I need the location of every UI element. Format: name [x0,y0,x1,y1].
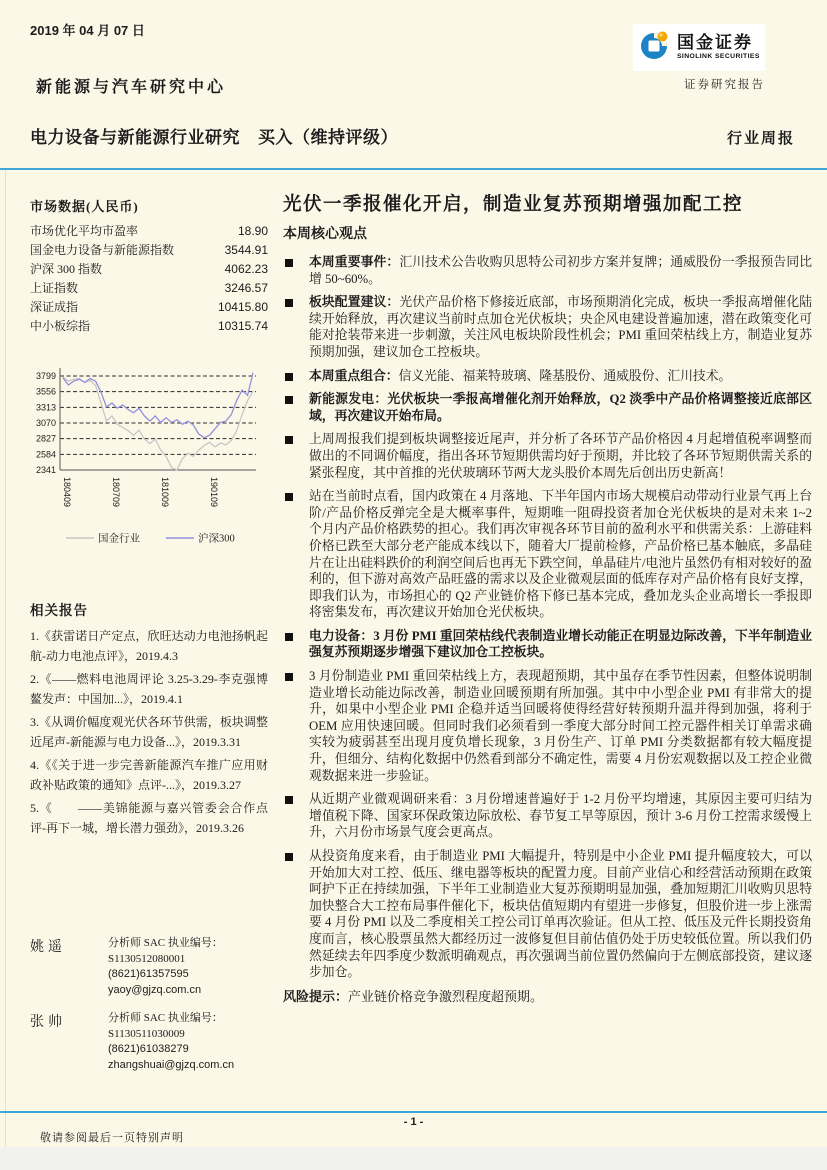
market-data-label: 上证指数 [30,281,79,295]
sidebar [30,196,268,1086]
title-row [30,123,795,148]
footer-rule [0,1111,827,1113]
report-title: 电力设备与新能源行业研究 [30,128,240,147]
bullet-item: 电力设备：3 月份 PMI 重回荣枯线代表制造业增长动能正在明显边际改善，下半年制造业强复苏预期逐步增强下建议加仓工控板块。 [283,628,812,661]
main-content [283,190,812,1005]
analyst-email[interactable]: yaoy@gjzq.com.cn [108,983,202,996]
related-report-item[interactable]: 3.《从调价幅度观光伏各环节供需，板块调整近尾声-新能源与电力设备...》，2019.3.31 [30,715,268,749]
svg-text:2584: 2584 [35,449,56,460]
bullet-square-icon [285,853,293,861]
page-number: - 1 - [403,1116,424,1128]
market-data-value: 18.90 [237,224,268,238]
analyst-phone: (8621)61038279 [108,1043,189,1055]
svg-text:3070: 3070 [35,418,56,428]
analyst-sac-number: 分析师 SAC 执业编号：S1130512080001 [108,937,223,965]
market-data-value: 4062.23 [224,262,268,276]
market-data-row [30,317,268,336]
report-date: 2019 年 04 月 07 日 [30,23,145,38]
report-type-label: 证券研究报告 [684,79,765,91]
market-data-value: 3544.91 [224,243,268,257]
risk-warning: 风险提示：产业链价格竞争激烈程度超预期。 [283,988,544,1004]
market-data-value: 10415.80 [217,300,268,314]
analyst-row [30,936,268,998]
analyst-email[interactable]: zhangshuai@gjzq.com.cn [108,1058,235,1071]
bullet-square-icon [285,259,293,267]
market-data-row [30,241,268,260]
bullet-square-icon [285,493,293,501]
bullet-item: 板块配置建议：光伏产品价格下修接近底部，市场预期消化完成，板块一季报高增催化陆续开始释放，再次建议当前时点加仓光伏板块；央企风电建设普遍加速，潜在政策变化可能对抢装带来进一步刺激，关注风电板块阶段性机会；PMI 重回荣枯线上方，制造业复苏预期加强，建议加仓工控板块。 [283,294,812,360]
svg-text:3556: 3556 [35,386,56,397]
brand-name-cn: 国金证券 [677,33,753,53]
analysts-block [30,936,268,1073]
svg-text:沪深300: 沪深300 [198,533,235,545]
related-report-item[interactable]: 2.《——燃料电池周评论 3.25-3.29-李克强博鳌发声：中国加...》，2019.4.1 [30,672,268,706]
market-data-label: 深证成指 [30,300,79,314]
market-data-label: 国金电力设备与新能源指数 [30,243,175,257]
market-data-value: 3246.57 [224,281,268,295]
market-data-value: 10315.74 [217,319,268,333]
svg-text:3313: 3313 [35,402,56,413]
svg-text:181009: 181009 [160,477,170,508]
bottom-band [0,1147,827,1170]
analyst-row [30,1011,268,1073]
bullet-square-icon [285,436,293,444]
market-data-row [30,260,268,279]
bullet-item: 3 月份制造业 PMI 重回荣枯线上方，表现超预期，其中虽存在季节性因素，但整体说明制造业增长动能边际改善，制造业回暖预期有所加强。其中中小型企业 PMI 有非常大的提升，如果中小型企业 PMI 企稳并适当回暖将使得经营好转预期升温并得到加强，将利于 OEM 应用快速回暖。但同时我们必须看到一季度大部分时间工控元器件相关订单需求确实较为疲弱甚至出现月度负增长现象，3 月份生产、订单 PMI 分类数据都有较大幅度提升，但细分、结构化数据中仍然看到部分不确定性，需要 4 月份宏观数据以及工控企业微观数据来进一步验证。 [283,668,812,784]
svg-text:180409: 180409 [62,477,72,508]
footer-disclaimer: 敬请参阅最后一页特别声明 [40,1132,184,1144]
brand-logo [633,24,765,71]
bullet-square-icon [285,673,293,681]
header-rule [0,168,827,170]
bullet-square-icon [285,299,293,307]
market-data-row [30,222,268,241]
market-data-label: 市场优化平均市盈率 [30,224,139,238]
research-center-name: 新能源与汽车研究中心 [36,79,227,96]
analyst-sac-number: 分析师 SAC 执业编号：S1130511030009 [108,1012,223,1040]
bullet-list [283,254,812,981]
analyst-name: 姚遥 [30,940,66,955]
svg-text:2827: 2827 [35,433,56,444]
bullet-item: 从投资角度来看，由于制造业 PMI 大幅提升，特别是中小企业 PMI 提升幅度较大，可以开始加大对工控、低压、继电器等板块的配置力度。目前产业信心和经营活动预期在政策呵护下正在持续加强，下半年工业制造业大复苏预期明显加强，叠加短期汇川收购贝思特加快整合大工控布局事件催化下，板块估值短期内有望进一步修复，但股价进一步上涨需要 4 月份 PMI 以及二季度相关工控公司订单再次验证。但从工控、低压及元件长期投资角度而言，核心股票虽然大都经历过一波修复但目前估值仍处于历史较低位置。所以我们仍然延续去年四季度少数派明确观点，再次强调当前位置仍然偏向于左侧底部投资，建议逐步加仓。 [283,848,812,981]
bullet-item: 站在当前时点看，国内政策在 4 月落地、下半年国内市场大规模启动带动行业景气再上台阶/产品价格反弹完全是大概率事件，短期唯一阻碍投资者加仓光伏板块的是对未来 1~2 个月内产品价格跌势的担心。我们再次审视各环节目前的盈利水平和供需关系：上游硅料价格已跌至大部分老产能成本线以下，随着大厂提前检修，产品价格已基本触底，多晶硅片在让出硅料跌价的利润空间后也再无下跌空间，单晶硅片/电池片虽然仍有相对较好的盈利的，但下游对高效产品旺盛的需求以及企业微观层面的低库存对产品价格有良好支撑，即我们认为，市场担心的 Q2 产业链价格下修已基本完成，叠加龙头企业高增长一季报即将密集发布，再次建议开始加仓光伏板块。 [283,488,812,621]
sinolink-logo-icon [638,28,672,67]
report-kind: 行业周报 [726,131,795,147]
bullet-item: 从近期产业微观调研来看：3 月份增速普遍好于 1-2 月份平均增速，其原因主要可归结为增值税下降、国家环保政策边际放松、春节复工早等原因，预计 3-6 月份工控需求缓慢上升，六月份市场景气度会更高点。 [283,791,812,841]
related-report-item[interactable]: 1.《获雷诺日产定点，欣旺达动力电池扬帆起航-动力电池点评》，2019.4.3 [30,629,268,663]
svg-text:2341: 2341 [35,465,56,475]
bullet-item: 新能源发电：光伏板块一季报高增催化剂开始释放，Q2 淡季中产品价格调整接近底部区域，再次建议开始布局。 [283,391,812,424]
svg-text:国金行业: 国金行业 [98,533,140,545]
bullet-square-icon [285,796,293,804]
svg-text:180709: 180709 [111,477,121,508]
section-title: 本周核心观点 [283,227,367,242]
bullet-square-icon [285,373,293,381]
bullet-square-icon [285,396,293,404]
rating-label: 买入（维持评级） [258,128,398,147]
bullet-item: 本周重要事件：汇川技术公告收购贝思特公司初步方案并复牌；通威股份一季报预告同比增 50~60%。 [283,254,812,287]
sector-index-chart [30,360,268,565]
related-report-item[interactable]: 5.《 ——美锦能源与嘉兴管委会合作点评-再下一城，增长潜力强劲》，2019.3.26 [30,801,268,835]
brand-name-en: SINOLINK SECURITIES [677,53,760,61]
bullet-item: 本周重点组合：信义光能、福莱特玻璃、隆基股份、通威股份、汇川技术。 [283,368,812,385]
svg-text:190109: 190109 [209,477,219,508]
market-data-title: 市场数据(人民币) [30,199,139,214]
page-title: 光伏一季报催化开启，制造业复苏预期增强加配工控 [283,195,744,215]
left-margin-rule [5,170,6,1147]
market-data-label: 中小板综指 [30,319,91,333]
related-reports-title: 相关报告 [30,603,88,618]
analyst-name: 张帅 [30,1015,66,1030]
analyst-phone: (8621)61357595 [108,968,189,980]
market-data-label: 沪深 300 指数 [30,262,103,276]
market-data-row [30,279,268,298]
bullet-item: 上周周报我们提到板块调整接近尾声，并分析了各环节产品价格因 4 月起增值税率调整而做出的不同调价幅度，指出各环节短期供需均好于预期，并比较了各环节短期供需关系的紧张程度，其中首推的光伏玻璃环节两大龙头股价本周先后创出历史新高！ [283,431,812,481]
market-data-row [30,298,268,317]
bullet-square-icon [285,633,293,641]
related-report-item[interactable]: 4.《《关于进一步完善新能源汽车推广应用财政补贴政策的通知》点评-...》，2019.3.27 [30,758,268,792]
svg-text:3799: 3799 [35,371,56,381]
